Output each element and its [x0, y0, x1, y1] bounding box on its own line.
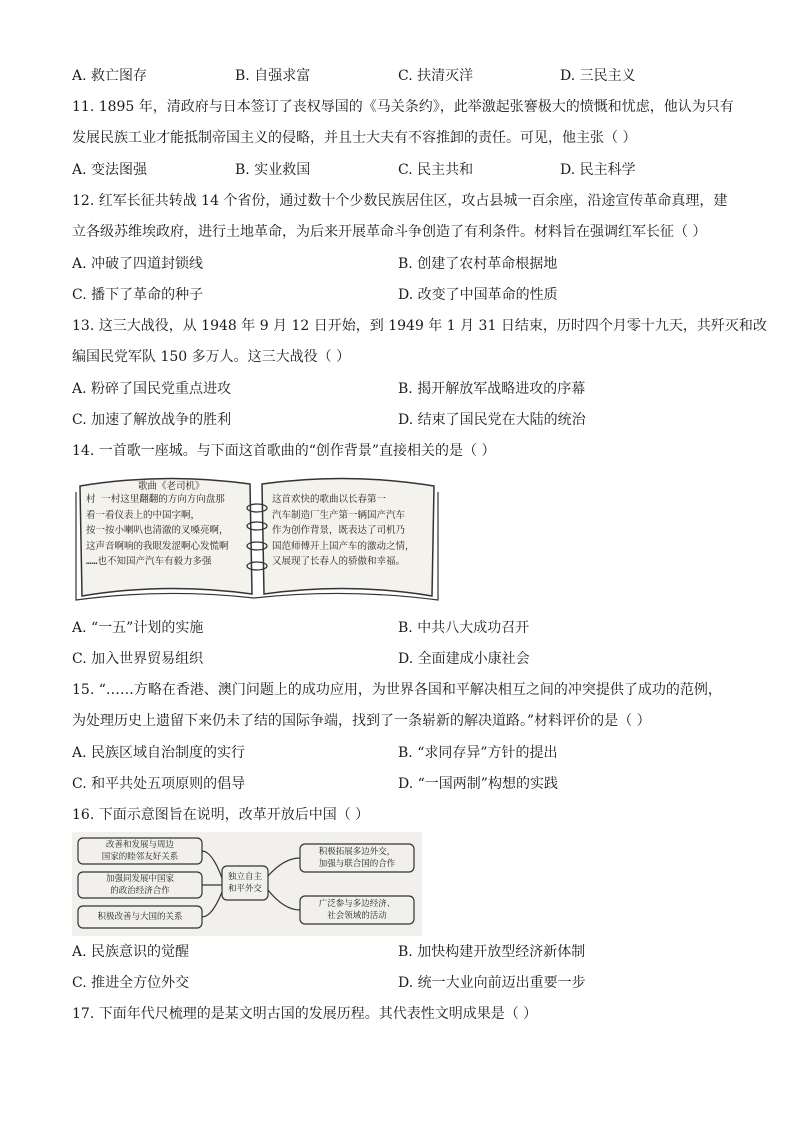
q16-stem: 16. 下面示意图旨在说明，改革开放后中国（ ）	[72, 807, 370, 823]
lyric-line: 看一看仪表上的中国字啊，	[86, 509, 201, 521]
q15-stem-line1: 15. “……方略在香港、澳门问题上的成功应用，为世界各国和平解决相互之间的冲突提供了成功的范例，	[72, 682, 722, 698]
lyric-line: ……也不知国产汽车有毅力多强	[86, 556, 212, 567]
q11-option-b: B. 实业救国	[235, 162, 311, 178]
q11-option-c: C. 民主共和	[398, 162, 474, 178]
q13-option-d: D. 结束了国民党在大陆的统治	[398, 412, 586, 428]
q15-stem-line2: 为处理历史上遗留下来仍未了结的国际争端，找到了一条崭新的解决道路。”材料评价的是（ ）	[72, 713, 651, 729]
song-title: 歌曲《老司机》	[138, 481, 205, 492]
q13-option-c: C. 加速了解放战争的胜利	[72, 412, 232, 428]
diagram-center-box	[222, 871, 268, 895]
diagram-box-line: 积极改善与大国的关系	[97, 912, 183, 922]
q11-stem-line1: 11. 1895 年，清政府与日本签订了丧权辱国的《马关条约》，此举激起张謇极大的愤慨和忧虑，他认为只有	[72, 99, 734, 115]
q14-option-b: B. 中共八大成功召开	[398, 620, 530, 636]
q13-stem-line1: 13. 这三大战役，从 1948 年 9 月 12 日开始，到 1949 年 1 月 31 日结束，历时四个月零十九天，共歼灭和改	[72, 318, 767, 334]
q16-option-d: D. 统一大业向前迈出重要一步	[398, 975, 586, 991]
background-line: 又展现了长春人的骄傲和幸福。	[272, 556, 406, 567]
q16-option-b: B. 加快构建开放型经济新体制	[398, 944, 586, 960]
q14-option-c: C. 加入世界贸易组织	[72, 651, 204, 667]
q17-stem: 17. 下面年代尺梳理的是某文明古国的发展历程。其代表性文明成果是（ ）	[72, 1006, 538, 1022]
q13-option-b: B. 揭开解放军战略进攻的序幕	[398, 381, 586, 397]
q12-option-d: D. 改变了中国革命的性质	[398, 287, 558, 303]
q13-option-a: A. 粉碎了国民党重点进攻	[72, 381, 232, 397]
q12-stem-line1: 12. 红军长征共转战 14 个省份，通过数十个少数民族居住区，攻占县城一百余座，沿途宣传革命真理，建	[72, 193, 728, 209]
diagram-box-economic	[302, 898, 412, 922]
q15-option-c: C. 和平共处五项原则的倡导	[72, 776, 246, 792]
diagram-box-line: 加强同发展中国家	[105, 874, 174, 884]
q15-option-b: B. “求同存异”方针的提出	[398, 745, 558, 761]
diagram-box-line: 积极拓展多边外交，	[318, 847, 396, 857]
q12-option-b: B. 创建了农村革命根据地	[398, 256, 558, 272]
diagram-box-major-powers	[80, 911, 200, 923]
diagram-box-line: 社会领域的活动	[327, 911, 387, 921]
diagram-box-multilateral	[302, 846, 412, 870]
q16-option-c: C. 推进全方位外交	[72, 975, 190, 991]
background-line: 国范师傅开上国产车的激动之情，	[272, 540, 415, 552]
lyric-line: 按一按小喇叭也清澈的叉嗓亮啊，	[86, 525, 229, 536]
song-lyrics	[86, 492, 229, 570]
q10-option-a: A. 救亡图存	[72, 68, 148, 84]
diagram-box-line: 改善和发展与周边	[105, 840, 174, 850]
song-background-text	[272, 492, 415, 570]
q13-stem-line2: 编国民党军队 150 多万人。这三大战役（ ）	[72, 349, 351, 365]
diagram-box-neighbors	[80, 839, 200, 863]
diagram-box-line: 广泛参与多边经济、	[318, 899, 396, 909]
diagram-box-line: 独立自主	[227, 872, 262, 882]
q16-option-a: A. 民族意识的觉醒	[72, 944, 190, 960]
q15-option-a: A. 民族区域自治制度的实行	[72, 745, 246, 761]
diagram-box-line: 国家的睦邻友好关系	[101, 852, 179, 862]
q15-option-d: D. “一国两制”构想的实践	[398, 776, 558, 792]
lyric-line: 村 一村这里翻翻的方向方向盘那	[86, 494, 225, 505]
q10-option-b: B. 自强求富	[235, 68, 311, 84]
q10-option-c: C. 扶清灭洋	[398, 68, 474, 84]
q14-stem: 14. 一首歌一座城。与下面这首歌曲的“创作背景”直接相关的是（ ）	[72, 443, 496, 459]
q10-option-d: D. 三民主义	[560, 68, 636, 84]
q12-option-c: C. 播下了革命的种子	[72, 287, 204, 303]
q11-option-d: D. 民主科学	[560, 162, 636, 178]
diplomacy-diagram	[72, 832, 422, 936]
q14-option-d: D. 全面建成小康社会	[398, 651, 530, 667]
q11-stem-line2: 发展民族工业才能抵制帝国主义的侵略，并且士大夫有不容推卸的责任。可见，他主张（ ）	[72, 130, 637, 146]
q11-option-a: A. 变法图强	[72, 162, 148, 178]
lyric-line: 这声音啊响的我眼发涩啊心发慌啊	[86, 540, 229, 552]
song-book-illustration	[74, 470, 440, 602]
diagram-box-line: 加强与联合国的合作	[318, 859, 396, 869]
background-line: 这首欢快的歌曲以长春第一	[272, 494, 387, 505]
background-line: 作为创作背景，既表达了司机乃	[272, 525, 406, 536]
q12-stem-line2: 立各级苏维埃政府，进行土地革命，为后来开展革命斗争创造了有利条件。材料旨在强调红军长征（ ）	[72, 224, 707, 240]
diagram-box-developing	[80, 873, 200, 897]
q12-option-a: A. 冲破了四道封锁线	[72, 256, 204, 272]
q14-option-a: A. “一五”计划的实施	[72, 620, 204, 636]
background-line: 汽车制造厂生产第一辆国产汽车	[272, 509, 406, 521]
diagram-box-line: 和平外交	[227, 884, 262, 894]
diagram-box-line: 的政治经济合作	[110, 886, 170, 896]
